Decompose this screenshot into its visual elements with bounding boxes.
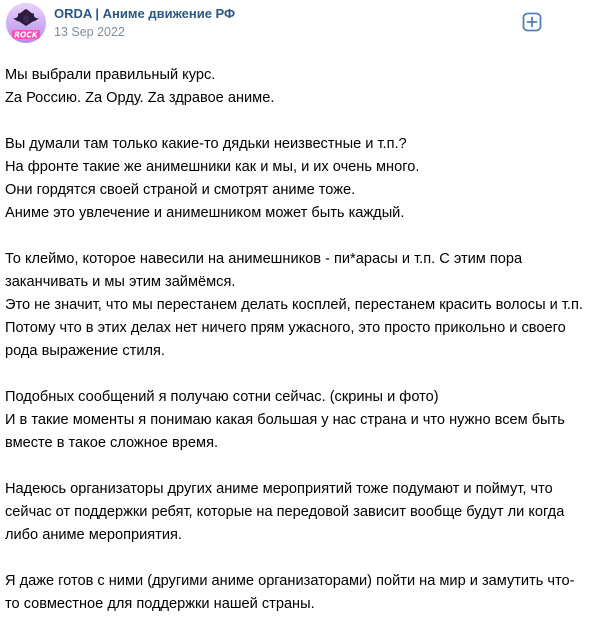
post-line: вместе в такое сложное время. [5, 435, 219, 451]
post-paragraph [5, 386, 585, 455]
post-paragraph [5, 133, 585, 225]
post-paragraph [5, 64, 585, 110]
post-line: Zа Россию. Zа Орду. Zа здравое аниме. [5, 90, 275, 106]
post-paragraph [5, 248, 585, 363]
post-date[interactable]: 13 Sep 2022 [54, 25, 125, 39]
avatar-label: ROCK [14, 30, 38, 40]
post-line: Подобных сообщений я получаю сотни сейчас. (скрины и фото) [5, 389, 439, 405]
post-line: Аниме это увлечение и анимешником может быть каждый. [5, 205, 405, 221]
post-line: сейчас от поддержки ребят, которые на передовой зависит вообще будут ли когда [5, 504, 565, 520]
post-line: И в такие моменты я понимаю какая большая у нас страна и что нужно всем быть [5, 412, 565, 428]
post-line: Вы думали там только какие-то дядьки неизвестные и т.п.? [5, 136, 407, 152]
author-name[interactable]: ORDA | Аниме движение РФ [54, 6, 236, 21]
post-header [0, 0, 600, 52]
post-line: Они гордятся своей страной и смотрят аниме тоже. [5, 182, 356, 198]
post-line: то совместное для поддержки нашей страны. [5, 596, 315, 612]
post-line: Потому что в этих делах нет ничего прям ужасного, это просто прикольно и своего [5, 320, 566, 336]
avatar-image [6, 3, 46, 43]
post-line: На фронте такие же анимешники как и мы, и их очень много. [5, 159, 420, 175]
post-line: рода выражение стиля. [5, 343, 165, 359]
post-line: Мы выбрали правильный курс. [5, 67, 216, 83]
community-avatar[interactable] [6, 3, 46, 43]
post-line: Это не значит, что мы перестанем делать косплей, перестанем красить волосы и т.п. [5, 297, 583, 313]
post-text [5, 64, 585, 639]
post-line: либо аниме мероприятия. [5, 527, 182, 543]
plus-square-icon [522, 12, 542, 32]
post-paragraph [5, 478, 585, 547]
post-line: Надеюсь организаторы других аниме мероприятий тоже подумают и поймут, что [5, 481, 553, 497]
subscribe-button[interactable] [522, 12, 542, 32]
post-line: заканчивать и мы этим займёмся. [5, 274, 236, 290]
post-paragraph [5, 570, 585, 616]
post-line: Я даже готов с ними (другими аниме организаторами) пойти на мир и замутить что- [5, 573, 575, 589]
post-line: То клеймо, которое навесили на анимешников - пи*арасы и т.п. С этим пора [5, 251, 523, 267]
